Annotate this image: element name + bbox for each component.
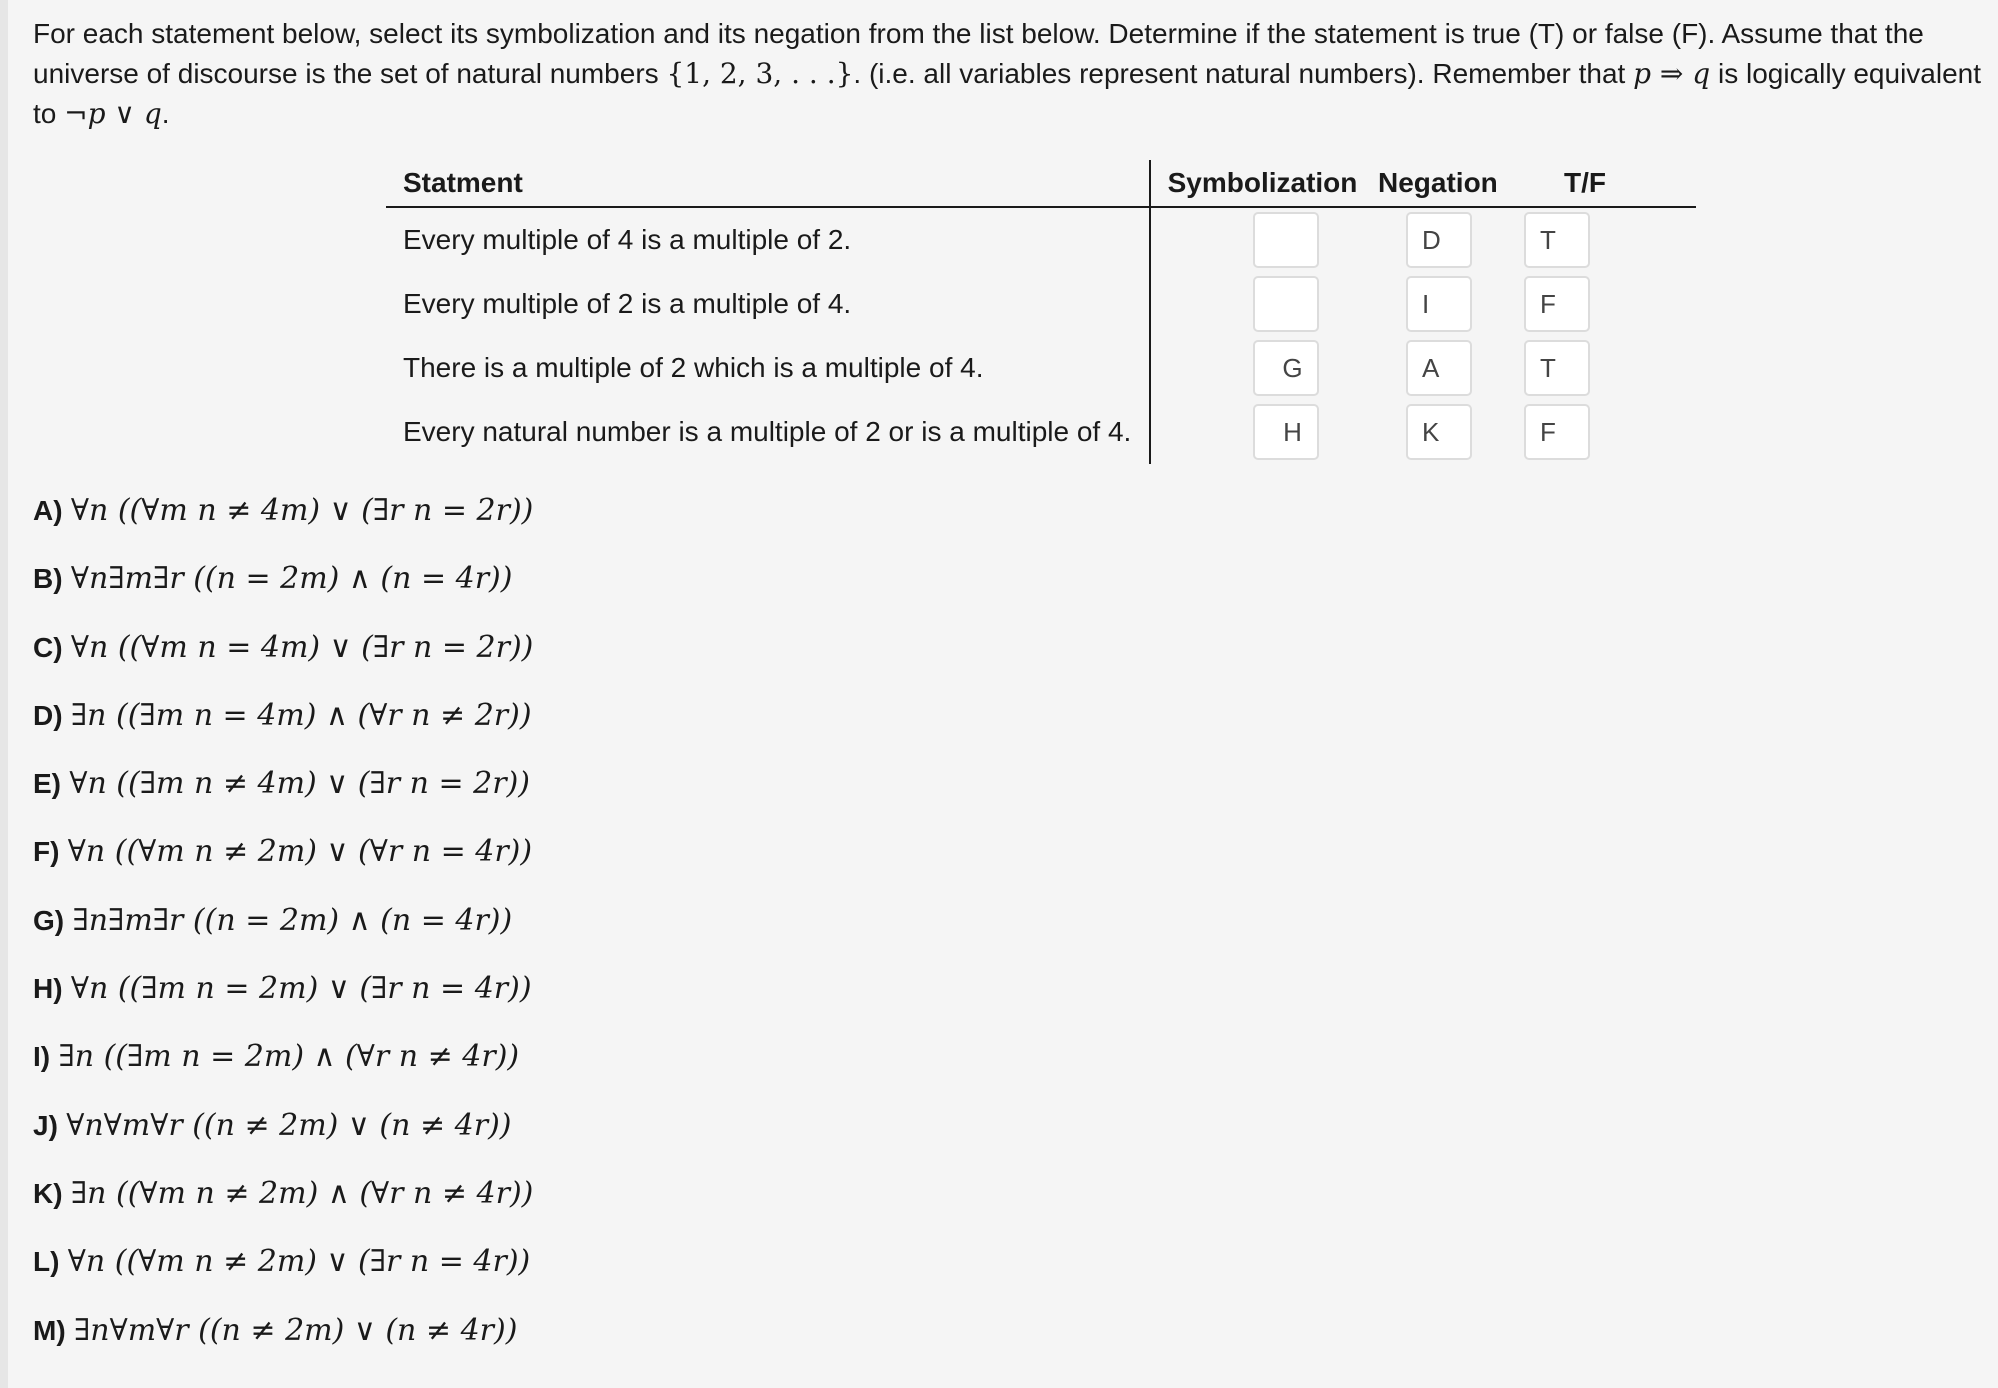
option-label: J) [33,1109,58,1141]
option-label: C) [33,631,63,663]
answer-option [33,825,533,893]
option-label: K) [33,1177,63,1209]
option-formula: ∀n ((∀m n = 4m) ∨ (∃r n = 2r)) [70,629,534,665]
answer-option [33,621,533,689]
answer-option [33,552,533,620]
table-row [386,336,1696,400]
option-label: F) [33,836,60,868]
header-negation: Negation [1374,160,1524,207]
option-formula: ∀n ((∀m n ≠ 4m) ∨ (∃r n = 2r)) [70,493,534,528]
implication-expression: p ⇒ q [1633,57,1711,90]
option-formula: ∃n ((∃m n = 2m) ∧ (∀r n ≠ 4r)) [58,1039,520,1075]
statement-text: Every natural number is a multiple of 2 or is a multiple of 4. [386,400,1150,464]
negation-input[interactable]: K [1406,404,1472,460]
answer-option [33,757,533,825]
answer-option [33,689,533,757]
header-tf: T/F [1524,160,1696,207]
option-formula: ∀n∀m∀r ((n ≠ 2m) ∨ (n ≠ 4r)) [66,1107,512,1143]
option-label: E) [33,768,61,800]
equivalent-expression: ¬p ∨ q [64,97,162,130]
header-symbolization: Symbolization [1150,160,1374,207]
option-label: H) [33,973,63,1005]
table-header-row [386,160,1696,207]
symbolization-input[interactable]: G [1253,340,1319,396]
option-label: G) [33,904,65,936]
table-row [386,400,1696,464]
answer-option [33,1167,533,1235]
intro-text-2: . (i.e. all variables represent natural numbers). Remember that [853,58,1634,89]
intro-text-3: is logically equivalent to [33,58,1982,129]
statement-table [386,160,1696,464]
answer-option [33,484,533,552]
negation-input[interactable]: D [1406,212,1472,268]
statement-text: There is a multiple of 2 which is a multiple of 4. [386,336,1150,400]
truth-value-input[interactable]: F [1524,404,1590,460]
symbolization-input[interactable] [1253,212,1319,268]
option-formula: ∃n ((∀m n ≠ 2m) ∧ (∀r n ≠ 4r)) [70,1175,534,1211]
answer-option [33,1235,533,1303]
option-formula: ∀n ((∀m n ≠ 2m) ∨ (∀r n = 4r)) [67,834,533,870]
option-formula: ∀n ((∃m n = 2m) ∨ (∃r n = 4r)) [70,971,532,1007]
option-label: I) [33,1041,51,1073]
statement-text: Every multiple of 4 is a multiple of 2. [386,207,1150,272]
option-label: D) [33,699,63,731]
option-formula: ∀n∃m∃r ((n = 2m) ∧ (n = 4r)) [70,561,513,597]
option-label: A) [33,495,63,526]
symbolization-input[interactable]: H [1253,404,1319,460]
symbolization-input[interactable] [1253,276,1319,332]
truth-value-input[interactable]: F [1524,276,1590,332]
answer-option [33,962,533,1030]
negation-input[interactable]: A [1406,340,1472,396]
truth-value-input[interactable]: T [1524,212,1590,268]
option-label: M) [33,1314,66,1346]
answer-option [33,1304,533,1372]
intro-text-4: . [161,98,170,129]
option-formula: ∃n∀m∀r ((n ≠ 2m) ∨ (n ≠ 4r)) [74,1312,518,1348]
option-formula: ∃n ((∃m n = 4m) ∧ (∀r n ≠ 2r)) [70,697,532,733]
option-formula: ∀n ((∀m n ≠ 2m) ∨ (∃r n = 4r)) [67,1244,531,1280]
answer-options-list [33,484,533,1372]
natural-number-set: {1, 2, 3, . . .} [666,57,854,90]
negation-input[interactable]: I [1406,276,1472,332]
intro-text-1: For each statement below, select its symbolization and its negation from the list below. Determine if the statement is true (T) or false (F). Assume that the universe of discourse is the set of natural numbers [33,18,1924,89]
truth-value-input[interactable]: T [1524,340,1590,396]
answer-option [33,1099,533,1167]
option-label: B) [33,563,63,595]
statement-table-wrapper [386,160,1696,464]
question-instructions [33,14,1983,134]
header-statement: Statment [386,160,1150,207]
answer-option [33,894,533,962]
answer-option [33,1030,533,1098]
statement-text: Every multiple of 2 is a multiple of 4. [386,272,1150,336]
option-formula: ∃n∃m∃r ((n = 2m) ∧ (n = 4r)) [72,902,513,938]
option-label: L) [33,1246,60,1278]
option-formula: ∀n ((∃m n ≠ 4m) ∨ (∃r n = 2r)) [69,766,530,802]
table-row [386,207,1696,272]
table-row [386,272,1696,336]
